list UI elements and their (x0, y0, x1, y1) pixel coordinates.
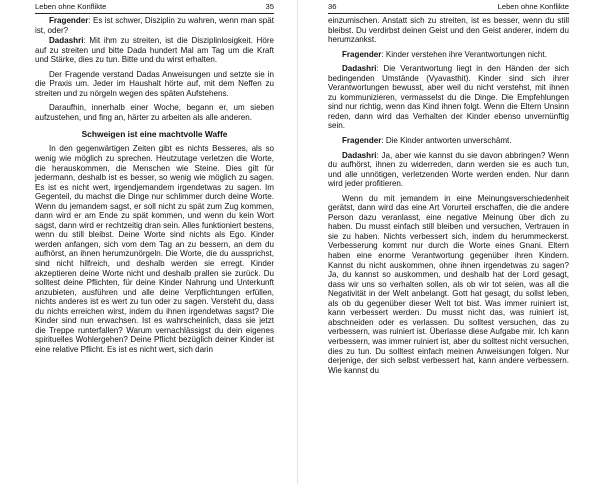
speech-text: : Ja, aber wie kannst du sie davon abbringen? Wenn du aufhörst, ihnen zu widerreden, dann werden sie es auch tun, und alle unnötigen, verletzenden Worte werden enden. Nur dann wird jeder profitieren. (328, 150, 569, 189)
right-page (300, 0, 599, 484)
speaker-label: Fragender (342, 49, 382, 59)
running-title: Leben ohne Konflikte (35, 2, 107, 11)
paragraph (328, 64, 569, 131)
speaker-label: Dadashri (342, 150, 377, 160)
paragraph: einzumischen. Anstatt sich zu streiten, ist es besser, wenn du still bleibst. Du verdirbst deinen Geist und den Geist anderer, indem du herumzankst. (328, 16, 569, 45)
speech-text: : Mit ihm zu streiten, ist die Disziplinlosigkeit. Höre auf zu streiten und bitte Dada hundert Mal am Tag um die Kraft und Stärke, dies zu tun. Bitte und du wirst erhalten. (35, 36, 274, 65)
left-page (0, 0, 296, 484)
left-page-text (35, 16, 274, 355)
speaker-label: Fragender (342, 136, 382, 146)
right-page-text (328, 16, 569, 375)
page-number: 36 (328, 2, 337, 11)
paragraph (35, 36, 274, 65)
paragraph (35, 16, 274, 35)
paragraph: Daraufhin, innerhalb einer Woche, begann er, um sieben aufzustehen, und fing an, härter zu arbeiten als alle anderen. (35, 103, 274, 122)
left-page-header (35, 2, 274, 14)
speech-text: : Es ist schwer, Disziplin zu wahren, wenn man spät ist, oder? (35, 16, 274, 35)
running-title: Leben ohne Konflikte (497, 2, 569, 11)
paragraph (328, 136, 569, 146)
paragraph: Der Fragende verstand Dadas Anweisungen und setzte sie in die Praxis um. Jeder im Haushalt hörte auf, mit dem Neffen zu streiten und zu nörgeln wegen des späten Aufstehens. (35, 69, 274, 98)
right-page-header (328, 2, 569, 14)
paragraph (328, 151, 569, 189)
speaker-label: Dadashri (342, 64, 377, 74)
paragraph: Wenn du mit jemandem in eine Meinungsverschiedenheit gerätst, dann wird das eine Art Vorurteil erschaffen, die die andere Person dazu veranlasst, eine negative Meinung über dich zu haben. Du musst einfach still bleiben und versuchen, Vertrauen in sie zu haben. Nichts verbessert sich, indem du herummeckerst. Verbesserung kommt nur durch die Worte eines Gnani. Eltern haben eine enorme Verantwortung gegenüber ihren Kindern. Kannst du nicht auskommen, ohne ihnen irgendetwas zu sagen? Ja, du kannst so auskommen, und deshalb hat der Lord gesagt, dass wir uns so verhalten sollen, als ob wir tot seien, was all die Negativität in der Welt anbelangt. Gott hat gesagt, du sollst leben, als ob du gegenüber dieser Welt tot bist. Was immer ruiniert ist, kann verbessert werden. Du musst nicht das, was ruiniert ist, abschneiden oder es verlassen. Du solltest versuchen, das zu verbessern, was ruiniert ist. Überlasse diese Aufgabe mir. Ich kann verbessern, was immer ruiniert ist, aber du solltest nicht versuchen, dies zu tun. Du solltest einfach meinen Anweisungen folgen. Nur derjenige, der sich selbst verbessert hat, kann andere verbessern. Wie kannst du (328, 193, 569, 375)
paragraph: In den gegenwärtigen Zeiten gibt es nichts Besseres, als so wenig wie möglich zu sprechen. Heutzutage verletzen die Worte, die herauskommen, die Menschen wie Steine. Dies gilt für jedermann, deshalb ist es besser, so wenig wie möglich zu sagen. Es ist es nicht wert, irgendjemandem irgendetwas zu sagen. Im Gegenteil, du machst die Dinge nur schlimmer durch deine Worte. Wenn du jemandem sagst, er soll nicht zu spät zum Zug kommen, dann wird er am Ende zu spät kommen, und wenn du kein Wort sagst, dann wird er rechtzeitig dran sein. Alles funktioniert bestens, wenn du still bleibst. Deine Worte sind nichts als Ego. Kinder werden anfangen, sich vom dem Tag an zu bessern, an dem du aufhörst, an ihnen herumzunörgeln. Die Worte, die du aussprichst, sind nicht hilfreich, und deshalb werden sie erregt. Kinder akzeptieren deine Worte nicht und deshalb prallen sie zurück. Du solltest deine Pflichten, für deine Kinder Nahrung und Unterkunft anzubieten, ausführen und alle deine Verpflichtungen erfüllen, nichts anderes ist es wert zu tun oder zu sagen. Versteht du, dass du nichts erreichen wirst, indem du ihnen irgendetwas sagst? Die Kinder sind nun erwachsen. Ist es wahrscheinlich, dass sie jetzt die Treppe runterfallen? Warum vernachlässigst du dein eigenes spirituelles Wohlergehen? Deine Pflicht bezüglich deiner Kinder ist eine relative Pflicht. Es ist es nicht wert, sich darin (35, 144, 274, 354)
speech-text: : Die Verantwortung liegt in den Händen der sich bedingenden Umstände (Vyavasthit). Kinder sind sich ihrer Verantwortungen bewusst, aber weil du nicht verstehst, mit ihnen zu kommunizieren, vermasselst du die Dinge. Die Empfehlungen sind nur richtig, wenn das Kind ihnen folgt. Wenn die Eltern Unsinn reden, dann wird das Verhalten der Kinder ebenso unvernünftig sein. (328, 64, 569, 131)
section-heading: Schweigen ist eine machtvolle Waffe (81, 129, 228, 140)
page-number: 35 (265, 2, 274, 11)
speaker-label: Fragender (49, 16, 89, 25)
speech-text: : Kinder verstehen ihre Verantwortungen nicht. (381, 49, 547, 59)
gutter-divider (297, 0, 298, 484)
speech-text: : Die Kinder antworten unverschämt. (381, 136, 512, 146)
paragraph (328, 50, 569, 60)
speaker-label: Dadashri (49, 36, 84, 46)
